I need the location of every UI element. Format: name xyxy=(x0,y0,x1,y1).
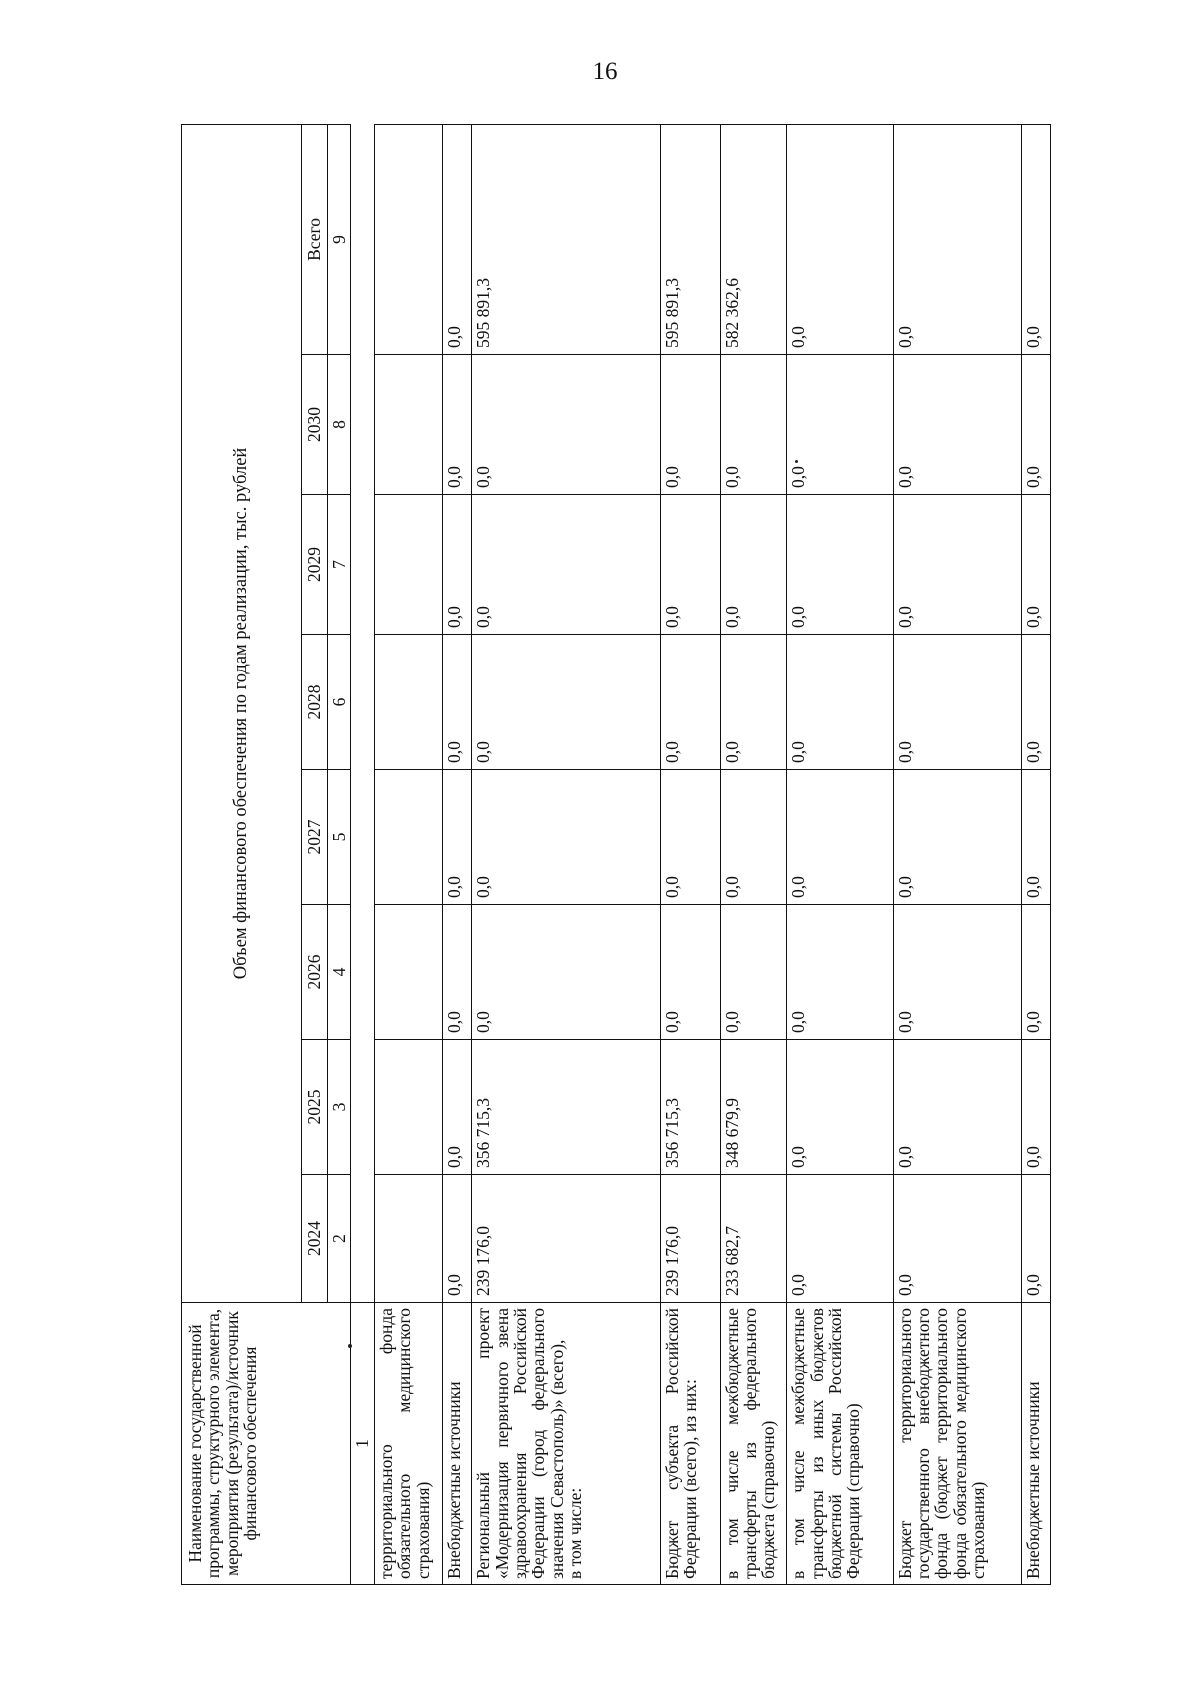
header-year: 2029 xyxy=(302,495,328,635)
row-name-text: Бюджет субъекта Российской Федерации (всего), из них: xyxy=(661,1308,701,1579)
value-cell: 0,0 xyxy=(660,635,720,770)
row-name-text: территориального фонда обязательного медицинского страхования) xyxy=(375,1308,433,1579)
header-column-number: 2 xyxy=(328,1175,351,1303)
table-row xyxy=(787,124,893,1584)
value-cell: 0,0 xyxy=(443,355,472,495)
row-name-cell xyxy=(787,1303,893,1585)
value-cell: 356 715,3 xyxy=(660,1040,720,1175)
value-cell: 0,0 xyxy=(1022,355,1051,495)
header-total: Всего xyxy=(302,124,328,354)
value-cell: 0,0 xyxy=(893,495,1022,635)
value-cell xyxy=(374,124,443,354)
value-cell: 0,0 xyxy=(660,495,720,635)
header-column-number: 6 xyxy=(328,635,351,770)
row-name-subtext: в том числе: xyxy=(565,1487,586,1579)
value-cell: 0,0 xyxy=(660,905,720,1040)
value-cell: 348 679,9 xyxy=(720,1040,787,1175)
value-cell: 0,0 xyxy=(660,355,720,495)
value-cell xyxy=(374,1175,443,1303)
value-cell xyxy=(374,355,443,495)
row-name-text: в том числе межбюджетные трансферты из иных бюджетов бюджетной системы Российской Федерации (справочно) xyxy=(788,1308,864,1579)
value-cell xyxy=(374,635,443,770)
value-cell: 0,0 xyxy=(1022,770,1051,905)
value-cell: 0,0 xyxy=(787,124,893,354)
header-column-number: 9 xyxy=(328,124,351,354)
header-year: 2024 xyxy=(302,1175,328,1303)
table-row xyxy=(374,124,443,1584)
value-cell: 0,0 xyxy=(1022,1175,1051,1303)
value-cell: 356 715,3 xyxy=(472,1040,660,1175)
financing-table xyxy=(181,124,1051,1585)
table-row xyxy=(443,124,472,1584)
header-column-number: 8 xyxy=(328,355,351,495)
row-name-cell xyxy=(1022,1303,1051,1585)
value-cell: 0,0 xyxy=(787,495,893,635)
row-name-cell xyxy=(720,1303,787,1585)
value-cell: 0,0 xyxy=(443,495,472,635)
row-name-text: в том числе межбюджетные трансферты из федерального бюджета (справочно) xyxy=(721,1308,779,1579)
value-cell: 0,0 xyxy=(1022,124,1051,354)
value-cell: 0,0 xyxy=(787,1040,893,1175)
value-cell: 0,0 xyxy=(443,770,472,905)
value-cell: 0,0 xyxy=(472,495,660,635)
row-name-text: Региональный проект «Модернизация первичного звена здравоохранения Российской Федерации (город федерального значения Севастополь)» (всего), xyxy=(473,1308,567,1579)
value-cell xyxy=(374,495,443,635)
value-cell: 0,0 xyxy=(787,905,893,1040)
table-row xyxy=(660,124,720,1584)
value-cell: 239 176,0 xyxy=(472,1175,660,1303)
row-name-text: Бюджет территориального государственного внебюджетного фонда (бюджет территориального фонда обязательного медицинского страхования) xyxy=(894,1308,989,1579)
value-cell: 0,0 xyxy=(893,905,1022,1040)
value-cell: 0,0 xyxy=(472,355,660,495)
value-cell: 0,0 xyxy=(720,770,787,905)
scan-speck xyxy=(348,1344,352,1348)
value-cell: 0,0 xyxy=(1022,1040,1051,1175)
value-cell: 0,0 xyxy=(787,635,893,770)
value-cell: 0,0 xyxy=(787,770,893,905)
value-cell: 582 362,6 xyxy=(720,124,787,354)
table-row xyxy=(472,124,660,1584)
header-year: 2028 xyxy=(302,635,328,770)
value-cell: 0,0 xyxy=(443,1175,472,1303)
value-cell: 0,0 xyxy=(720,355,787,495)
scan-speck xyxy=(795,460,798,463)
table-row xyxy=(1022,124,1051,1584)
value-cell: 0,0 xyxy=(893,635,1022,770)
header-column-number: 7 xyxy=(328,495,351,635)
value-cell: 0,0 xyxy=(443,124,472,354)
row-name-cell xyxy=(374,1303,443,1585)
value-cell: 595 891,3 xyxy=(660,124,720,354)
value-cell: 0,0 xyxy=(720,495,787,635)
row-name-cell xyxy=(893,1303,1022,1585)
value-cell: 0,0 xyxy=(893,1040,1022,1175)
value-cell: 239 176,0 xyxy=(660,1175,720,1303)
row-name-cell xyxy=(660,1303,720,1585)
header-volume-title: Объем финансового обеспечения по годам реализации, тыс. рублей xyxy=(182,124,302,1302)
table-row xyxy=(720,124,787,1584)
value-cell: 0,0 xyxy=(443,1040,472,1175)
value-cell: 0,0 xyxy=(720,905,787,1040)
table-row xyxy=(893,124,1022,1584)
value-cell: 0,0 xyxy=(893,770,1022,905)
value-cell: 0,0 xyxy=(1022,635,1051,770)
value-cell: 0,0 xyxy=(660,770,720,905)
header-year: 2027 xyxy=(302,770,328,905)
value-cell: 0,0 xyxy=(893,124,1022,354)
header-column-number: 4 xyxy=(328,905,351,1040)
rotated-table-container xyxy=(181,125,1051,1585)
header-year: 2025 xyxy=(302,1040,328,1175)
value-cell: 0,0 xyxy=(893,355,1022,495)
value-cell xyxy=(374,905,443,1040)
page-number: 16 xyxy=(592,58,618,85)
header-column-number: 1 xyxy=(351,1303,374,1585)
value-cell: 0,0 xyxy=(720,635,787,770)
value-cell xyxy=(374,770,443,905)
header-year: 2030 xyxy=(302,355,328,495)
value-cell: 0,0 xyxy=(893,1175,1022,1303)
value-cell: 0,0 xyxy=(787,1175,893,1303)
value-cell: 0,0 xyxy=(443,635,472,770)
header-column-number: 3 xyxy=(328,1040,351,1175)
value-cell: 0,0 xyxy=(443,905,472,1040)
value-cell: 0,0 xyxy=(472,635,660,770)
value-cell: 0,0 xyxy=(787,355,893,495)
header-column-number: 5 xyxy=(328,770,351,905)
header-year: 2026 xyxy=(302,905,328,1040)
header-name-column: Наименование государственной программы, структурного элемента, мероприятия (результата)/источник финансового обеспечения xyxy=(182,1303,351,1585)
value-cell: 595 891,3 xyxy=(472,124,660,354)
value-cell: 0,0 xyxy=(1022,905,1051,1040)
value-cell: 0,0 xyxy=(472,905,660,1040)
row-name-cell xyxy=(472,1303,660,1585)
value-cell: 0,0 xyxy=(472,770,660,905)
row-name-cell xyxy=(443,1303,472,1585)
value-cell: 0,0 xyxy=(1022,495,1051,635)
row-name-text: Внебюджетные источники xyxy=(444,1381,465,1579)
row-name-text: Внебюджетные источники xyxy=(1023,1381,1044,1579)
value-cell: 233 682,7 xyxy=(720,1175,787,1303)
value-cell xyxy=(374,1040,443,1175)
